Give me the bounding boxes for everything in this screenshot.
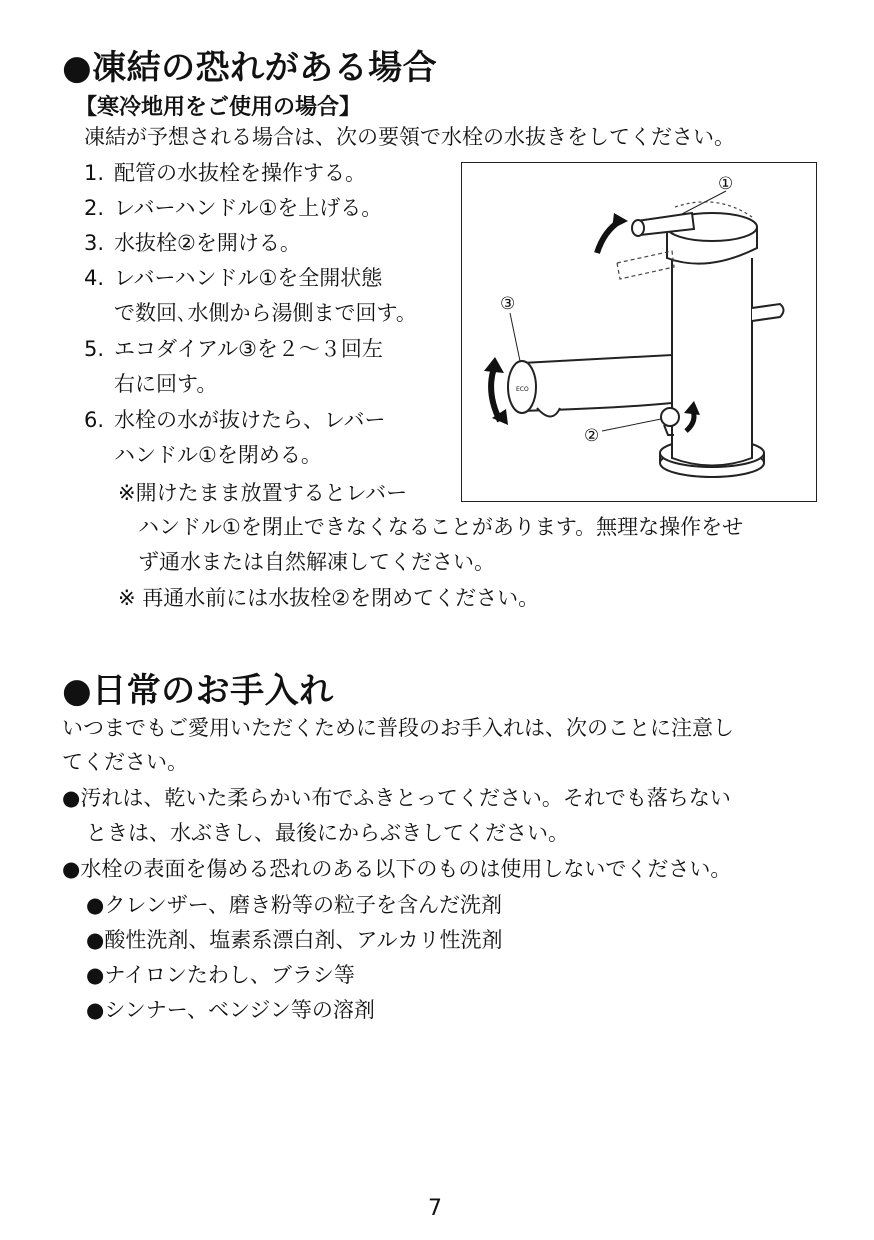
step-6-cont: ハンドル①を閉める。 xyxy=(114,443,322,467)
step-4-cont: で数回､水側から湯側まで回す。 xyxy=(114,301,417,325)
bullet2: ●水栓の表面を傷める恐れのある以下のものは使用しないでください。 xyxy=(62,857,732,881)
spout xyxy=(522,355,672,411)
section2-intro-line1: いつまでもご愛用いただくために普段のお手入れは、次のことに注意し xyxy=(62,716,734,740)
step-3 xyxy=(84,230,301,256)
label-1: ① xyxy=(718,174,734,194)
faucet-illustration xyxy=(462,163,818,503)
bullet1-line1: ●汚れは、乾いた柔らかい布でふきとってください。それでも落ちない xyxy=(62,786,731,810)
step-text: レバーハンドル①を上げる。 xyxy=(114,196,383,220)
section2-heading: ●日常のお手入れ xyxy=(62,671,334,711)
step-number: 1. xyxy=(84,161,105,185)
step-1 xyxy=(84,160,366,186)
sub-bullet-1: ●クレンザー、磨き粉等の粒子を含んだ洗剤 xyxy=(86,893,502,917)
note2: ※ 再通水前には水抜栓②を閉めてください。 xyxy=(118,586,540,610)
step-text: 水抜栓②を開ける。 xyxy=(114,231,301,255)
step-number: 4. xyxy=(84,266,105,290)
step-number: 2. xyxy=(84,196,105,220)
step-5-cont: 右に回す。 xyxy=(114,372,218,396)
step-number: 5. xyxy=(84,337,105,361)
lever-arrowhead xyxy=(612,213,628,229)
sub-bullet-4: ●シンナー、ベンジン等の溶剤 xyxy=(86,998,375,1022)
dial-arrowhead-top xyxy=(484,357,504,373)
bullet1-line2: ときは、水ぶきし、最後にからぶきしてください。 xyxy=(86,821,569,845)
step-number: 3. xyxy=(84,231,105,255)
section1-subheading: 【寒冷地用をご使用の場合】 xyxy=(75,95,362,120)
step-4 xyxy=(84,265,382,291)
note1-line3: ず通水または自然解凍してください。 xyxy=(138,550,495,574)
section2-intro-line2: てください。 xyxy=(62,750,188,774)
leader-2 xyxy=(602,419,661,431)
label-2: ② xyxy=(584,426,600,446)
step-2 xyxy=(84,195,382,221)
side-knob xyxy=(752,304,784,321)
page-number: 7 xyxy=(428,1196,442,1221)
leader-3 xyxy=(510,313,520,361)
eco-dial-text: ECO xyxy=(516,386,529,393)
lever-dashed xyxy=(617,251,674,279)
note1-line2: ハンドル①を閉止できなくなることがあります。無理な操作をせ xyxy=(138,515,744,539)
step-text: レバーハンドル①を全開状態 xyxy=(114,266,383,290)
label-3: ③ xyxy=(500,294,516,314)
step-number: 6. xyxy=(84,408,105,432)
dial-arrow xyxy=(491,368,500,421)
step-text: 水栓の水が抜けたら、レバー xyxy=(114,408,386,432)
step-text: 配管の水抜栓を操作する。 xyxy=(114,161,366,185)
note1-line1: ※開けたまま放置するとレバー xyxy=(118,481,408,505)
step-text: エコダイアル③を２～３回左 xyxy=(114,337,383,361)
section1-heading: ●凍結の恐れがある場合 xyxy=(62,48,438,88)
aerator xyxy=(537,408,560,417)
step-5 xyxy=(84,336,383,362)
lever-end xyxy=(632,220,644,236)
step-6 xyxy=(84,407,386,433)
body-column xyxy=(672,258,752,466)
faucet-figure xyxy=(461,162,817,502)
sub-bullet-3: ●ナイロンたわし、ブラシ等 xyxy=(86,963,355,987)
section1-intro: 凍結が予想される場合は、次の要領で水栓の水抜きをしてください。 xyxy=(84,125,735,149)
sub-bullet-2: ●酸性洗剤、塩素系漂白剤、アルカリ性洗剤 xyxy=(86,928,503,952)
drain-valve xyxy=(661,408,679,426)
